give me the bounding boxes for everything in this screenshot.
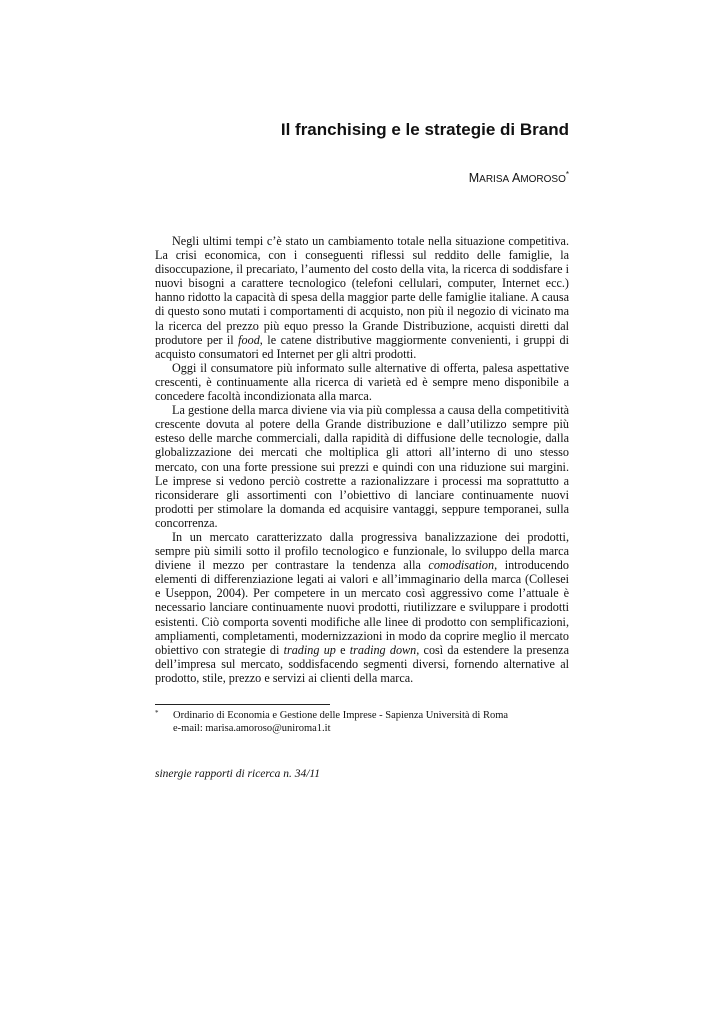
text-segment: Oggi il consumatore più informato sulle alternative di offerta, palesa aspettative crescenti, è continuamente alla ricerca di varietà ed è sempre meno disponibile a concedere facoltà incondizionata alla marca. [155, 360, 569, 404]
text-segment: La gestione della marca diviene via via più complessa a causa della competitività crescente dovuta al potere della Grande distribuzione e dall’utilizzo sempre più esteso delle marche commerciali, dalla rapidità di diffusione delle tecnologie, dalla globalizzazione dei mercati che moltiplica gli attori all’interno di uno stesso mercato, con una forte pressione sui prezzi e quindi con una riduzione sui margini. Le imprese si vedono perciò costrette a razionalizzare i processi ma soprattutto a riconsiderare gli assortimenti con l’obiettivo di lanciare continuamente nuovi prodotti per stimolare la domanda ed acquisire vantaggi, seppure temporanei, sulla concorrenza. [155, 403, 569, 530]
body-paragraph [155, 403, 569, 530]
author-first-initial: M [468, 171, 480, 185]
italic-term: trading up [283, 642, 336, 657]
text-segment: , introducendo elementi di differenziazione legati ai valori e all’immaginario della marca (Collesei e Useppon, 2004). Per competere in un mercato così aggressivo come l’attuale è necessario lanciare continuamente nuovi prodotti, riutilizzare e sviluppare i prodotti esistenti. Ciò comporta soventi modifiche alle linee di prodotto con semplificazioni, ampliamenti, completamenti, modernizzazioni in modo da coprire meglio il mercato obiettivo con strategie di [155, 558, 569, 657]
text-segment: e [335, 642, 350, 657]
body-paragraph [155, 234, 569, 361]
body-paragraph [155, 530, 569, 685]
author-last-rest: MOROSO [520, 174, 566, 185]
footnote-rule [155, 704, 330, 705]
text-segment: Negli ultimi tempi c’è stato un cambiamento totale nella situazione competitiva. La crisi economica, con i conseguenti riflessi sul reddito delle famiglie, la disoccupazione, il precariato, l’aumento del costo della vita, la ricerca di soddisfare i nuovi bisogni a carattere tecnologico (telefoni cellulari, computer, Internet ecc.) hanno ridotto la capacità di spesa della maggior parte delle famiglie italiane. A causa di questo sono mutati i comportamenti di acquisto, non più il negozio di vicinato ma la ricerca del prezzo più equo presso la Grande Distribuzione, acquisti diretti dal produtore per il [155, 234, 569, 347]
author-last-initial: A [511, 171, 521, 185]
text-segment: , le catene distributive maggiormente convenienti, i gruppi di acquisto consumatori ed Internet per gli altri prodotti. [155, 332, 569, 361]
author-name [469, 170, 569, 185]
footnote-email: e-mail: marisa.amoroso@uniroma1.it [173, 723, 331, 734]
footnote [155, 709, 569, 735]
italic-term: comodisation [428, 558, 495, 573]
body-paragraph [155, 361, 569, 403]
journal-footer: sinergie rapporti di ricerca n. 34/11 [155, 768, 321, 780]
body-text [155, 234, 569, 685]
paper-title: Il franchising e le strategie di Brand [280, 120, 569, 139]
text-segment: , così da estendere la presenza dell’impresa sul mercato, soddisfacendo segmenti diversi, fornendo alternative al prodotto, stile, prezzo e servizi ai clienti della marca. [155, 642, 570, 685]
footnote-mark: * [155, 709, 159, 717]
author-footnote-mark: * [565, 170, 569, 179]
italic-term: food [238, 332, 260, 347]
author-first-rest: ARISA [479, 174, 510, 185]
text-segment: In un mercato caratterizzato dalla progressiva banalizzazione dei prodotti, sempre più simili sotto il profilo tecnologico e funzionale, lo sviluppo della marca diviene il mezzo per contrastare la tendenza alla [155, 529, 569, 573]
footnote-affiliation: Ordinario di Economia e Gestione delle Imprese - Sapienza Università di Roma [173, 710, 509, 721]
italic-term: trading down [349, 642, 417, 657]
